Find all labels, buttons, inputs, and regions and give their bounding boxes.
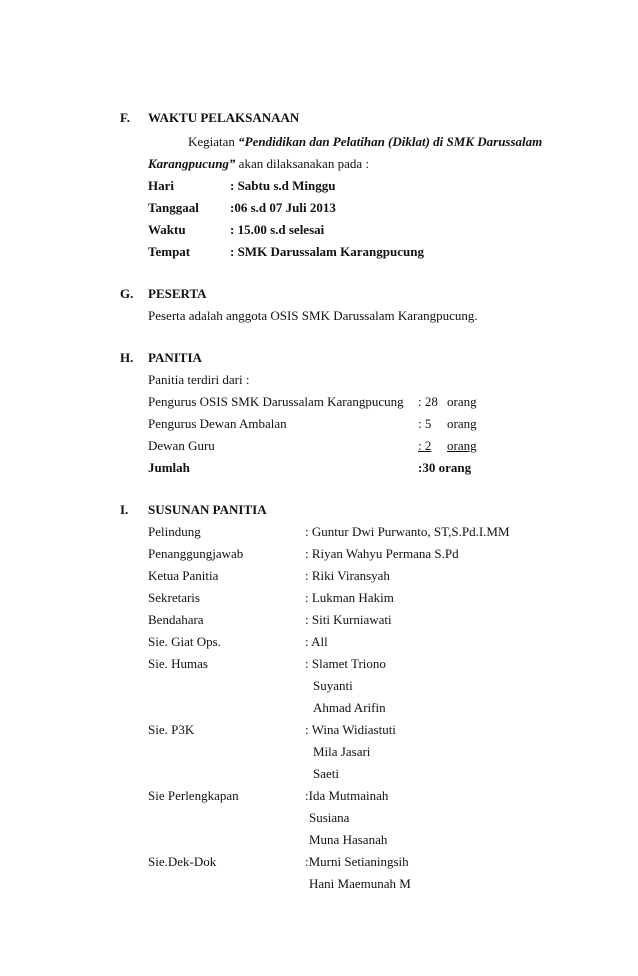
committee-member: Muna Hasanah: [309, 832, 388, 847]
committee-member: : Guntur Dwi Purwanto, ST,S.Pd.I.MM: [305, 524, 510, 539]
committee-member: Mila Jasari: [313, 744, 371, 759]
committee-role: Ketua Panitia: [148, 568, 219, 583]
section-i-letter: I.: [120, 502, 129, 517]
committee-role: Bendahara: [148, 612, 204, 627]
section-h-row-label: Dewan Guru: [148, 438, 215, 453]
section-h-row-unit: orang: [447, 416, 477, 431]
section-f-heading: WAKTU PELAKSANAAN: [148, 110, 300, 125]
section-f-intro-event-cont: Karangpucung”: [148, 156, 236, 171]
committee-member: : Siti Kurniawati: [305, 612, 392, 627]
section-h-letter: H.: [120, 350, 134, 365]
committee-member: Hani Maemunah M: [309, 876, 411, 891]
committee-role: Sie.Dek-Dok: [148, 854, 217, 869]
section-f-intro-line1: [188, 134, 542, 150]
committee-member: Suyanti: [313, 678, 353, 693]
section-h-row-label: Pengurus Dewan Ambalan: [148, 416, 287, 431]
committee-member: : Wina Widiastuti: [305, 722, 396, 737]
section-h-intro: Panitia terdiri dari :: [148, 372, 250, 387]
section-f-row-label: Tanggaal: [148, 200, 199, 215]
section-h-row-unit: orang: [447, 394, 477, 409]
committee-role: Pelindung: [148, 524, 201, 539]
section-g-heading: PESERTA: [148, 286, 207, 301]
section-f-intro-event: “Pendidikan dan Pelatihan (Diklat) di SMK Darussalam: [238, 134, 543, 149]
section-f-row-value: : 15.00 s.d selesai: [230, 222, 325, 237]
committee-member: : Riyan Wahyu Permana S.Pd: [305, 546, 459, 561]
committee-role: Sie. Humas: [148, 656, 208, 671]
committee-member: : Riki Viransyah: [305, 568, 390, 583]
section-f-row-label: Tempat: [148, 244, 191, 259]
section-h-total-value: :30 orang: [418, 460, 472, 475]
committee-role: Sie. P3K: [148, 722, 195, 737]
section-f-row-value: : SMK Darussalam Karangpucung: [230, 244, 424, 259]
section-g-letter: G.: [120, 286, 134, 301]
committee-role: Sekretaris: [148, 590, 200, 605]
section-i-heading: SUSUNAN PANITIA: [148, 502, 267, 517]
committee-member: Susiana: [309, 810, 350, 825]
committee-member: :Ida Mutmainah: [305, 788, 389, 803]
section-f-row-value: : Sabtu s.d Minggu: [230, 178, 336, 193]
section-g-text: Peserta adalah anggota OSIS SMK Darussalam Karangpucung.: [148, 308, 478, 323]
committee-member: : Lukman Hakim: [305, 590, 394, 605]
section-h-row-count: : 2: [418, 438, 432, 453]
committee-role: Sie Perlengkapan: [148, 788, 239, 803]
committee-member: : Slamet Triono: [305, 656, 386, 671]
section-f-letter: F.: [120, 110, 130, 125]
section-h-row-count: : 5: [418, 416, 432, 431]
committee-role: Sie. Giat Ops.: [148, 634, 221, 649]
section-f-intro-suffix: akan dilaksanakan pada :: [235, 156, 369, 171]
section-h-row-count: : 28: [418, 394, 438, 409]
section-f-intro-prefix: Kegiatan: [188, 134, 239, 149]
section-f-intro-line2: [148, 156, 369, 172]
section-h-row-unit: orang: [447, 438, 477, 453]
committee-member: Saeti: [313, 766, 339, 781]
section-f-row-label: Hari: [148, 178, 174, 193]
committee-member: :Murni Setianingsih: [305, 854, 409, 869]
section-h-heading: PANITIA: [148, 350, 202, 365]
committee-member: Ahmad Arifin: [313, 700, 386, 715]
committee-member: : All: [305, 634, 328, 649]
section-f-row-value: :06 s.d 07 Juli 2013: [230, 200, 336, 215]
section-h-row-label: Pengurus OSIS SMK Darussalam Karangpucung: [148, 394, 404, 409]
committee-role: Penanggungjawab: [148, 546, 244, 561]
section-f-row-label: Waktu: [148, 222, 186, 237]
section-h-total-label: Jumlah: [148, 460, 190, 475]
